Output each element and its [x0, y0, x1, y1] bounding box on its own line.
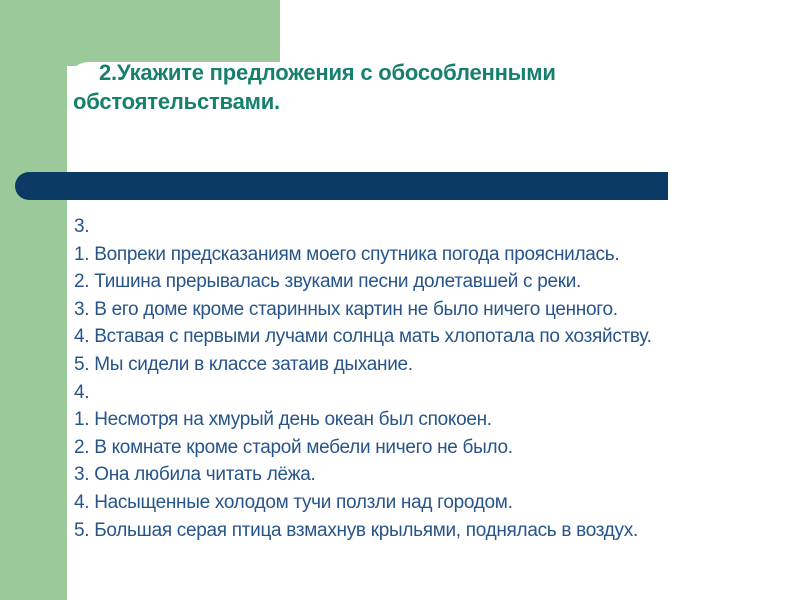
sentence-line: 1. Несмотря на хмурый день океан был спокоен.: [74, 409, 492, 431]
top-green-band: [0, 0, 280, 66]
sentence-line: 2. Тишина прерывалась звуками песни долетавшей с реки.: [74, 271, 582, 293]
sentence-list: [74, 213, 774, 544]
sentence-line: 2. В комнате кроме старой мебели ничего не было.: [74, 436, 513, 458]
sentence-line: 5. Мы сидели в классе затаив дыхание.: [74, 353, 413, 375]
sentence-line: 4. Насыщенные холодом тучи ползли над городом.: [74, 491, 513, 513]
sentence-line: 1. Вопреки предсказаниям моего спутника погода прояснилась.: [74, 243, 620, 265]
sentence-line: 3. В его доме кроме старинных картин не было ничего ценного.: [74, 298, 618, 320]
sentence-line: 5. Большая серая птица взмахнув крыльями, поднялась в воздух.: [74, 519, 638, 541]
group-header: 3.: [74, 216, 90, 237]
sentence-line: 4. Вставая с первыми лучами солнца мать хлопотала по хозяйству.: [74, 326, 652, 348]
slide-title: 2.Укажите предложения с обособленными обстоятельствами.: [73, 60, 556, 114]
divider-bar: [15, 172, 668, 200]
group-header: 4.: [74, 381, 90, 403]
left-green-strip: [0, 0, 67, 600]
sentence-line: 3. Она любила читать лёжа.: [74, 464, 316, 486]
